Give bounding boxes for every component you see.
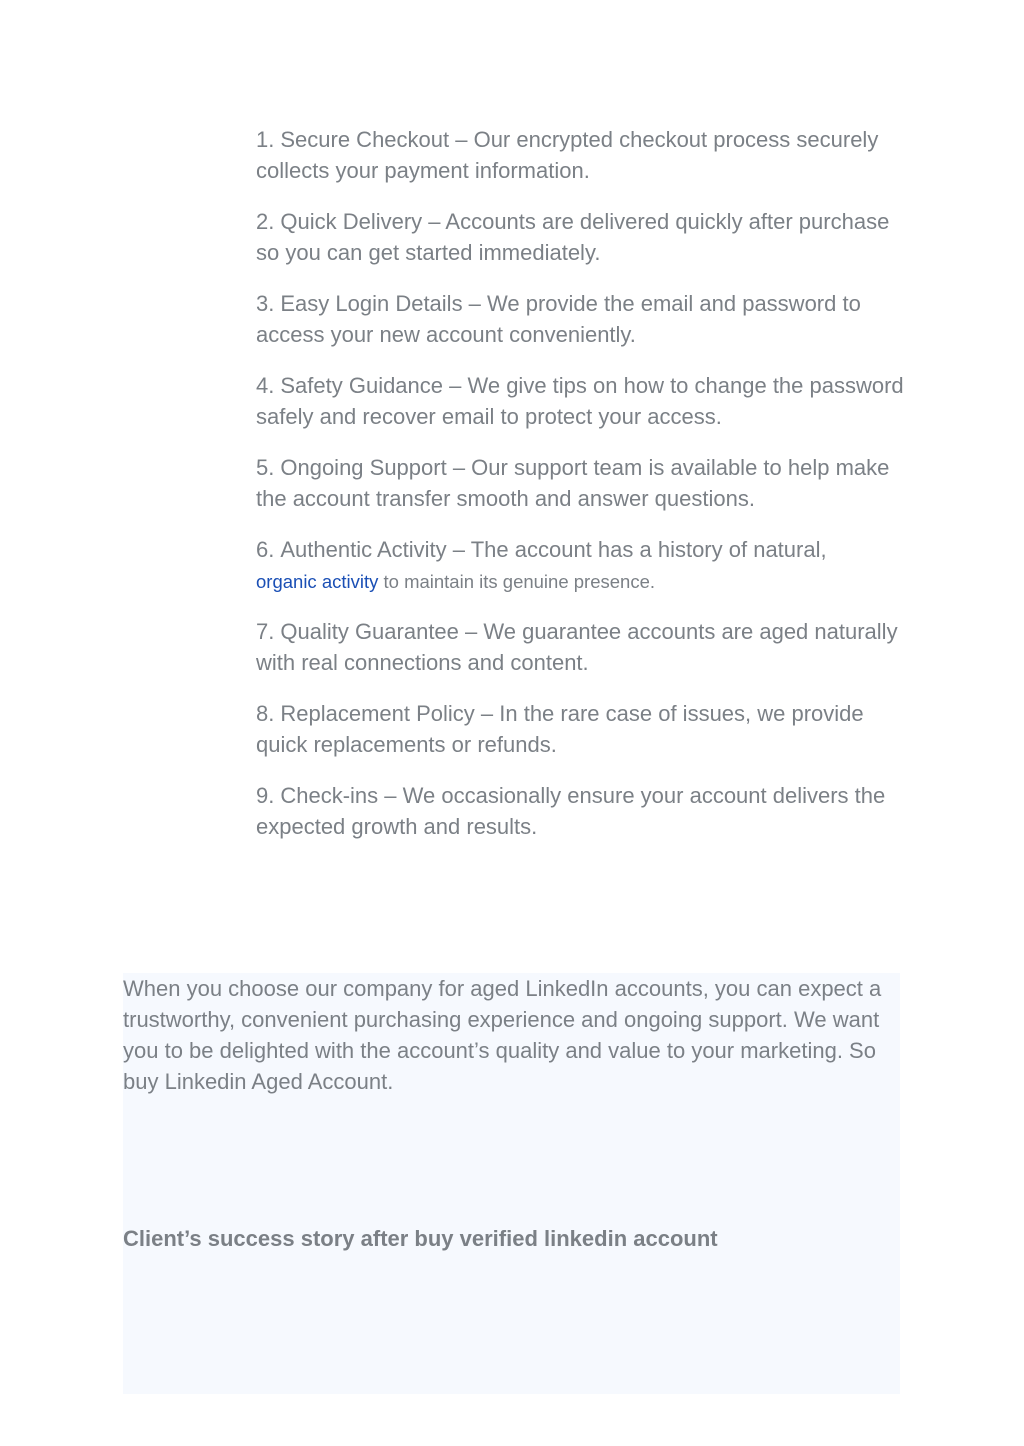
list-item: [256, 698, 906, 760]
item-text: Authentic Activity – The account has a history of natural,: [280, 537, 827, 562]
list-item: [256, 124, 906, 186]
item-text: Easy Login Details – We provide the email and password to access your new account conveniently.: [256, 291, 861, 347]
item-text: Quick Delivery – Accounts are delivered quickly after purchase so you can get started immediately.: [256, 209, 890, 265]
list-item: [256, 206, 906, 268]
organic-activity-link[interactable]: organic activity: [256, 571, 379, 592]
section-heading: Client’s success story after buy verified linkedin account: [123, 1226, 718, 1251]
list-item: [256, 534, 906, 596]
item-number: 1.: [256, 127, 275, 152]
list-item: [256, 370, 906, 432]
item-text: Check-ins – We occasionally ensure your account delivers the expected growth and results.: [256, 783, 886, 839]
item-number: 6.: [256, 537, 275, 562]
item-text: Quality Guarantee – We guarantee accounts are aged naturally with real connections and content.: [256, 619, 898, 675]
list-item: [256, 780, 906, 842]
item-number: 4.: [256, 373, 275, 398]
item-text: Ongoing Support – Our support team is available to help make the account transfer smooth and answer questions.: [256, 455, 890, 511]
item-number: 3.: [256, 291, 275, 316]
list-item: [256, 452, 906, 514]
item-text: Safety Guidance – We give tips on how to change the password safely and recover email to protect your access.: [256, 373, 904, 429]
item-text: Replacement Policy – In the rare case of issues, we provide quick replacements or refunds.: [256, 701, 864, 757]
summary-paragraph: When you choose our company for aged LinkedIn accounts, you can expect a trustworthy, convenient purchasing experience and ongoing support. We want you to be delighted with the account’s quality and value to your marketing. So buy Linkedin Aged Account.: [123, 976, 882, 1094]
item-number: 7.: [256, 619, 275, 644]
list-item: [256, 288, 906, 350]
item-number: 2.: [256, 209, 275, 234]
item-tail-text: to maintain its genuine presence.: [378, 571, 656, 592]
feature-list: [256, 124, 906, 862]
item-number: 8.: [256, 701, 275, 726]
item-number: 5.: [256, 455, 275, 480]
list-item: [256, 616, 906, 678]
item-text: Secure Checkout – Our encrypted checkout process securely collects your payment information.: [256, 127, 879, 183]
item-number: 9.: [256, 783, 275, 808]
